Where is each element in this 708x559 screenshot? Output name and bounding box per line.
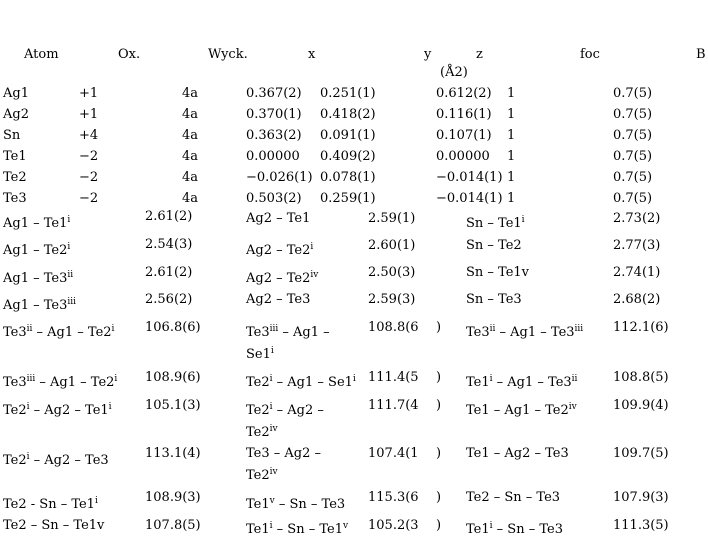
bond-value: 2.59(3) xyxy=(368,292,416,307)
angle-value-close: ) xyxy=(436,320,442,335)
angle-value: 111.7(4 xyxy=(368,398,419,413)
angle-value: 115.3(6 xyxy=(368,490,419,505)
angle-value: 108.9(6) xyxy=(145,370,201,385)
atom-b: 0.7(5) xyxy=(613,128,653,143)
bond-label: Sn – Te2 xyxy=(466,238,522,253)
atom-foc: 1 xyxy=(507,170,516,185)
header-foc: foc xyxy=(580,47,600,62)
atom-wyck: 4a xyxy=(182,86,199,101)
angle-value: 109.7(5) xyxy=(613,446,669,461)
angle-value: 109.9(4) xyxy=(613,398,669,413)
angle-label: Te2$^i$ – Ag2 – xyxy=(246,402,324,418)
bond-label: Ag1 – Te3$^{ii}$ xyxy=(3,270,74,286)
header-atom: Atom xyxy=(24,47,59,62)
angle-label: Te1 – Ag1 – Te2$^{iv}$ xyxy=(466,402,577,418)
angle-label: Te2 – Sn – Te1v xyxy=(3,518,105,533)
angle-value: 108.9(3) xyxy=(145,490,201,505)
atom-foc: 1 xyxy=(507,128,516,143)
atom-z: 0.612(2) xyxy=(436,86,492,101)
header-b-unit: (Å2) xyxy=(440,65,468,80)
angle-label: Te2$^i$ – Ag1 – Se1$^i$ xyxy=(246,374,356,390)
angle-label: Te1$^v$ – Sn – Te3 xyxy=(246,496,346,512)
angle-value-close: ) xyxy=(436,446,442,461)
angle-value-close: ) xyxy=(436,518,442,533)
angle-label: Te3 – Ag2 – xyxy=(246,446,322,461)
angle-label: Te1$^i$ – Sn – Te3 xyxy=(466,521,563,537)
atom-y: 0.418(2) xyxy=(320,107,376,122)
bond-label: Ag1 – Te3$^{iii}$ xyxy=(3,297,77,313)
bond-value: 2.77(3) xyxy=(613,238,661,253)
atom-foc: 1 xyxy=(507,107,516,122)
angle-value: 112.1(6) xyxy=(613,320,669,335)
atom-z: −0.014(1) xyxy=(436,170,503,185)
angle-label: Te3$^{iii}$ – Ag1 – Te2$^i$ xyxy=(3,374,118,390)
angle-value: 105.1(3) xyxy=(145,398,201,413)
bond-value: 2.73(2) xyxy=(613,211,661,226)
atom-z: 0.116(1) xyxy=(436,107,492,122)
header-wyck: Wyck. xyxy=(208,47,248,62)
angle-label: Te1 – Ag2 – Te3 xyxy=(466,446,569,461)
bond-value: 2.54(3) xyxy=(145,237,193,252)
atom-y: 0.259(1) xyxy=(320,191,376,206)
bond-label: Ag2 – Te3 xyxy=(246,292,311,307)
bond-value: 2.56(2) xyxy=(145,292,193,307)
angle-value-close: ) xyxy=(436,490,442,505)
angle-value: 108.8(5) xyxy=(613,370,669,385)
bond-value: 2.50(3) xyxy=(368,265,416,280)
angle-value: 107.8(5) xyxy=(145,518,201,533)
atom-x: −0.026(1) xyxy=(246,170,313,185)
atom-x: 0.367(2) xyxy=(246,86,302,101)
atom-wyck: 4a xyxy=(182,149,199,164)
atom-ox: −2 xyxy=(79,191,99,206)
angle-label: Te3$^{ii}$ – Ag1 – Te2$^i$ xyxy=(3,324,115,340)
angle-value: 113.1(4) xyxy=(145,446,201,461)
atom-name: Te1 xyxy=(3,149,27,164)
bond-value: 2.68(2) xyxy=(613,292,661,307)
atom-ox: +4 xyxy=(79,128,99,143)
bond-value: 2.74(1) xyxy=(613,265,661,280)
header-b: B xyxy=(696,47,706,62)
angle-value: 111.3(5) xyxy=(613,518,669,533)
angle-label-cont: Se1$^i$ xyxy=(246,346,274,362)
atom-name: Te3 xyxy=(3,191,27,206)
atom-b: 0.7(5) xyxy=(613,170,653,185)
atom-z: −0.014(1) xyxy=(436,191,503,206)
angle-label: Te2 – Sn – Te3 xyxy=(466,490,561,505)
bond-label: Sn – Te3 xyxy=(466,292,522,307)
angle-label: Te2$^i$ – Ag2 – Te3 xyxy=(3,452,109,468)
atom-wyck: 4a xyxy=(182,128,199,143)
angle-label: Te2 - Sn – Te1$^i$ xyxy=(3,496,98,512)
angle-label: Te2$^i$ – Ag2 – Te1$^i$ xyxy=(3,402,112,418)
bond-value: 2.59(1) xyxy=(368,211,416,226)
bond-label: Ag1 – Te1$^i$ xyxy=(3,215,71,231)
atom-z: 0.107(1) xyxy=(436,128,492,143)
angle-value-close: ) xyxy=(436,398,442,413)
bond-value: 2.60(1) xyxy=(368,238,416,253)
angle-value: 106.8(6) xyxy=(145,320,201,335)
bond-value: 2.61(2) xyxy=(145,209,193,224)
angle-value: 111.4(5 xyxy=(368,370,419,385)
header-y: y xyxy=(424,47,432,62)
atom-name: Sn xyxy=(3,128,21,143)
angle-label: Te3$^{ii}$ – Ag1 – Te3$^{iii}$ xyxy=(466,324,584,340)
atom-y: 0.409(2) xyxy=(320,149,376,164)
bond-label: Sn – Te1$^i$ xyxy=(466,215,525,231)
atom-b: 0.7(5) xyxy=(613,86,653,101)
header-z: z xyxy=(476,47,483,62)
atom-wyck: 4a xyxy=(182,107,199,122)
atom-foc: 1 xyxy=(507,86,516,101)
atom-x: 0.503(2) xyxy=(246,191,302,206)
atom-x: 0.00000 xyxy=(246,149,300,164)
atom-foc: 1 xyxy=(507,191,516,206)
atom-ox: −2 xyxy=(79,170,99,185)
atom-ox: −2 xyxy=(79,149,99,164)
bond-value: 2.61(2) xyxy=(145,265,193,280)
angle-label-cont: Te2$^{iv}$ xyxy=(246,424,278,440)
angle-value: 107.4(1 xyxy=(368,446,419,461)
atom-y: 0.251(1) xyxy=(320,86,376,101)
atom-foc: 1 xyxy=(507,149,516,164)
atom-wyck: 4a xyxy=(182,191,199,206)
atom-z: 0.00000 xyxy=(436,149,490,164)
atom-x: 0.363(2) xyxy=(246,128,302,143)
atom-name: Ag2 xyxy=(3,107,29,122)
atom-name: Ag1 xyxy=(3,86,29,101)
angle-value: 108.8(6 xyxy=(368,320,419,335)
angle-label: Te1$^i$ – Ag1 – Te3$^{ii}$ xyxy=(466,374,578,390)
angle-label: Te1$^i$ – Sn – Te1$^v$ xyxy=(246,521,349,537)
atom-b: 0.7(5) xyxy=(613,191,653,206)
bond-label: Ag2 – Te2$^{iv}$ xyxy=(246,270,319,286)
atom-x: 0.370(1) xyxy=(246,107,302,122)
atom-y: 0.091(1) xyxy=(320,128,376,143)
angle-value: 107.9(3) xyxy=(613,490,669,505)
angle-label-cont: Te2$^{iv}$ xyxy=(246,467,278,483)
atom-name: Te2 xyxy=(3,170,27,185)
angle-value-close: ) xyxy=(436,370,442,385)
atom-b: 0.7(5) xyxy=(613,107,653,122)
bond-label: Sn – Te1v xyxy=(466,265,530,280)
header-ox: Ox. xyxy=(118,47,141,62)
bond-label: Ag1 – Te2$^i$ xyxy=(3,242,71,258)
atom-b: 0.7(5) xyxy=(613,149,653,164)
angle-label: Te3$^{iii}$ – Ag1 – xyxy=(246,324,330,340)
bond-label: Ag2 – Te1 xyxy=(246,211,311,226)
atom-y: 0.078(1) xyxy=(320,170,376,185)
atom-ox: +1 xyxy=(79,86,99,101)
header-x: x xyxy=(308,47,316,62)
atom-ox: +1 xyxy=(79,107,99,122)
bond-label: Ag2 – Te2$^i$ xyxy=(246,242,314,258)
angle-value: 105.2(3 xyxy=(368,518,419,533)
atom-wyck: 4a xyxy=(182,170,199,185)
